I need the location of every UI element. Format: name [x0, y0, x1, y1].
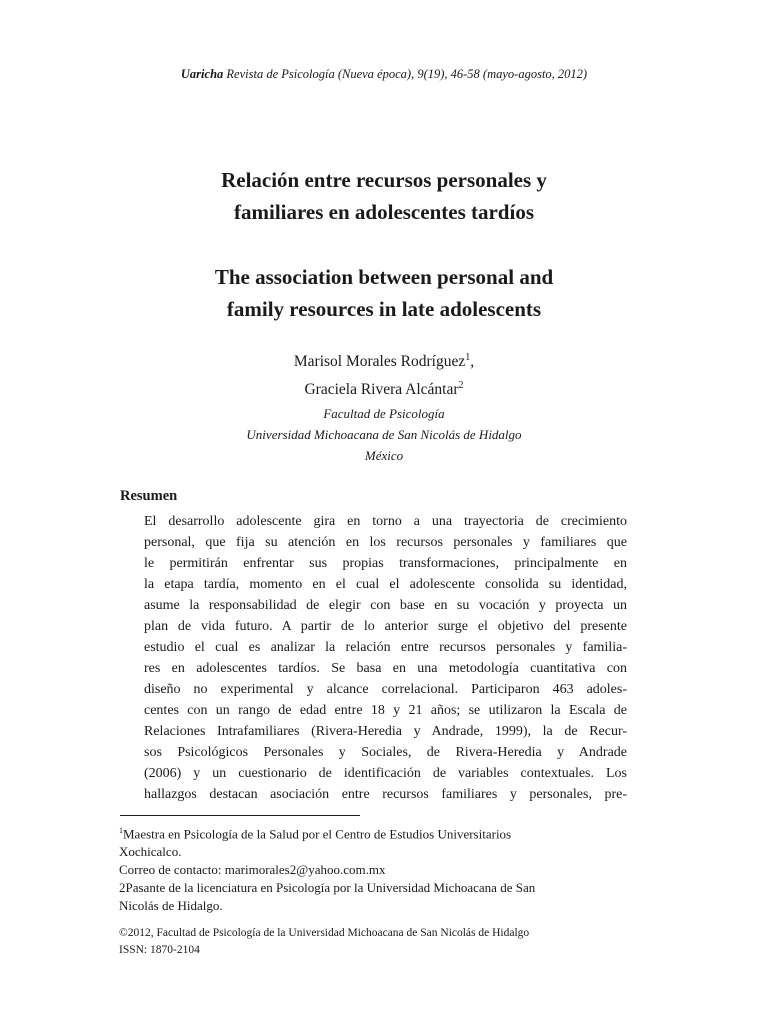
journal-header — [0, 67, 768, 82]
affiliation-faculty: Facultad de Psicología — [323, 406, 445, 421]
author-name: Marisol Morales Rodríguez — [293, 353, 466, 371]
abstract-line: centes con un rango de edad entre 18 y 21 años; se utilizaron la Escala de — [144, 703, 627, 718]
abstract-line: hallazgos destacan asociación entre recursos familiares y personales, pre- — [144, 787, 627, 802]
author — [0, 374, 768, 402]
footnotes — [119, 822, 649, 915]
title-english-line: family resources in late adolescents — [226, 297, 542, 321]
abstract-line: asume la responsabilidad de elegir con base en su vocación y proyecta un — [144, 598, 627, 613]
author-separator: , — [470, 353, 475, 371]
footnote-2-continued: Nicolás de Hidalgo. — [119, 898, 223, 914]
footnote-1-continued: Xochicalco. — [119, 844, 182, 860]
affiliation-country: México — [364, 448, 404, 463]
abstract-line: (2006) y un cuestionario de identificación de variables contextuales. Los — [144, 766, 627, 781]
journal-name: Uaricha — [180, 67, 224, 81]
abstract-line: la etapa tardía, momento en el cual el adolescente consolida su identidad, — [144, 577, 627, 592]
contact-email: Correo de contacto: marimorales2@yahoo.com.mx — [119, 862, 386, 878]
affiliation-university: Universidad Michoacana de San Nicolás de Hidalgo — [246, 427, 522, 442]
footnote-1 — [119, 822, 649, 843]
title-spanish — [0, 164, 768, 228]
author-footnote-mark: 1 — [465, 352, 471, 363]
abstract-line: sos Psicológicos Personales y Sociales, de Rivera-Heredia y Andrade — [144, 745, 627, 760]
author-footnote-mark: 2 — [458, 380, 464, 392]
author — [0, 346, 768, 374]
footnote-2: 2Pasante de la licenciatura en Psicología por la Universidad Michoacana de San — [119, 880, 536, 896]
abstract-line: El desarrollo adolescente gira en torno a una trayectoria de crecimiento — [144, 514, 627, 529]
title-english — [0, 261, 768, 325]
abstract-line: estudio el cual es analizar la relación entre recursos personales y familia- — [144, 640, 627, 655]
copyright-block — [119, 925, 679, 959]
author-list — [0, 346, 768, 402]
abstract-line: diseño no experimental y alcance correlacional. Participaron 463 adoles- — [144, 682, 627, 697]
copyright-notice: ©2012, Facultad de Psicología de la Universidad Michoacana de San Nicolás de Hidalgo — [119, 927, 530, 939]
abstract-line: plan de vida futuro. A partir de lo anterior surge el objetivo del presente — [144, 619, 627, 634]
footnote-1-mark: 1 — [119, 826, 123, 835]
abstract-heading: Resumen — [120, 488, 178, 504]
affiliation — [0, 403, 768, 466]
abstract-line: personal, que fija su atención en los recursos personales y familiares que — [144, 535, 627, 550]
title-spanish-line: familiares en adolescentes tardíos — [234, 200, 534, 224]
title-english-line: The association between personal and — [214, 265, 554, 289]
issn: ISSN: 1870-2104 — [119, 944, 200, 956]
abstract-line: le permitirán enfrentar sus propias transformaciones, principalmente en — [144, 556, 627, 571]
journal-citation: Revista de Psicología (Nueva época), 9(19), 46-58 (mayo-agosto, 2012) — [223, 67, 588, 81]
abstract-body — [144, 511, 627, 805]
abstract-line: res en adolescentes tardíos. Se basa en una metodología cuantitativa con — [144, 661, 627, 676]
footnote-1-text: Maestra en Psicología de la Salud por el Centro de Estudios Universitarios — [123, 826, 512, 842]
footnote-divider — [120, 815, 360, 816]
title-spanish-line: Relación entre recursos personales y — [221, 168, 547, 192]
abstract-line: Relaciones Intrafamiliares (Rivera-Heredia y Andrade, 1999), la de Recur- — [144, 724, 627, 739]
author-name: Graciela Rivera Alcántar — [304, 381, 459, 399]
